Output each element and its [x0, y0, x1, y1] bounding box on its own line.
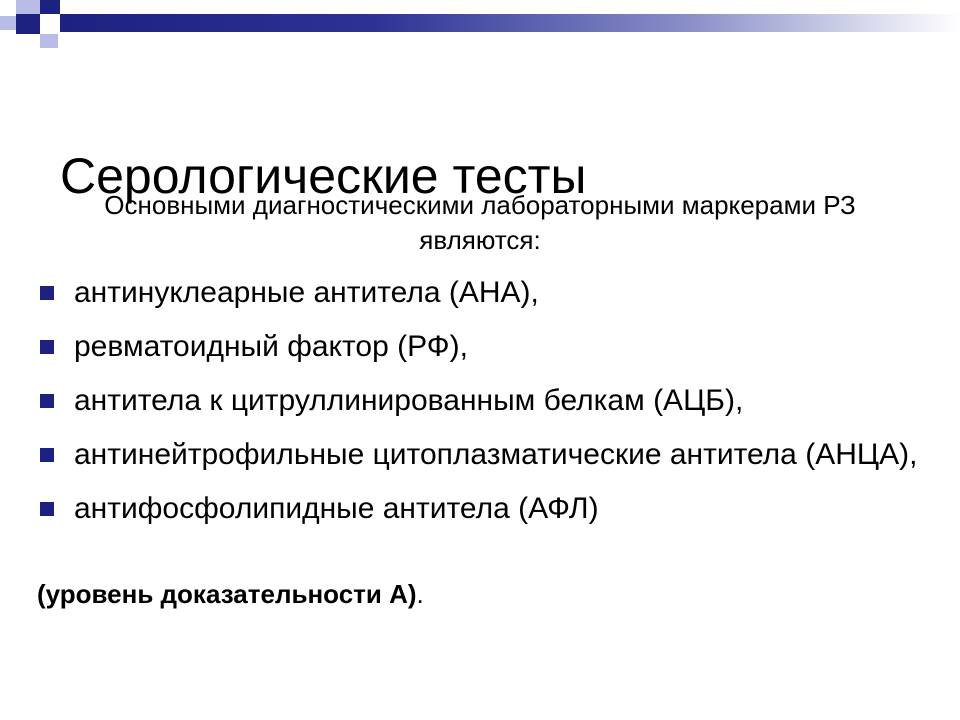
- evidence-level-text: (уровень доказательности А): [37, 579, 417, 609]
- list-item: [40, 329, 920, 364]
- header-gradient-bar: [60, 14, 960, 32]
- decor-square-icon: [0, 0, 16, 16]
- square-bullet-icon: [40, 448, 54, 462]
- square-bullet-icon: [40, 286, 54, 300]
- decor-square-icon: [16, 0, 40, 14]
- square-bullet-icon: [40, 502, 54, 516]
- list-item-text: ревматоидный фактор (РФ),: [74, 330, 468, 363]
- decor-square-icon: [16, 34, 40, 50]
- evidence-level-note: [37, 578, 424, 610]
- list-item: [40, 383, 920, 418]
- decor-square-icon: [40, 14, 60, 34]
- decor-square-icon: [16, 14, 40, 34]
- marker-list: [40, 275, 920, 545]
- square-bullet-icon: [40, 394, 54, 408]
- list-item: [40, 437, 920, 472]
- slide-subtitle: Основными диагностическими лабораторными маркерами РЗ являются:: [104, 190, 856, 255]
- list-item-text: антинуклеарные антитела (АНА),: [74, 276, 539, 309]
- evidence-level-suffix: .: [416, 579, 424, 609]
- square-bullet-icon: [40, 340, 54, 354]
- list-item-text: антинейтрофильные цитоплазматические антитела (АНЦА),: [74, 438, 918, 471]
- list-item: [40, 275, 920, 310]
- slide-title: Серологические тесты: [60, 147, 587, 204]
- decor-square-icon: [0, 16, 16, 30]
- list-item-text: антитела к цитруллинированным белкам (АЦБ),: [74, 384, 744, 417]
- list-item-text: антифосфолипидные антитела (АФЛ): [74, 492, 599, 525]
- list-item: [40, 491, 920, 526]
- decor-square-icon: [40, 34, 58, 48]
- decor-square-icon: [40, 0, 60, 14]
